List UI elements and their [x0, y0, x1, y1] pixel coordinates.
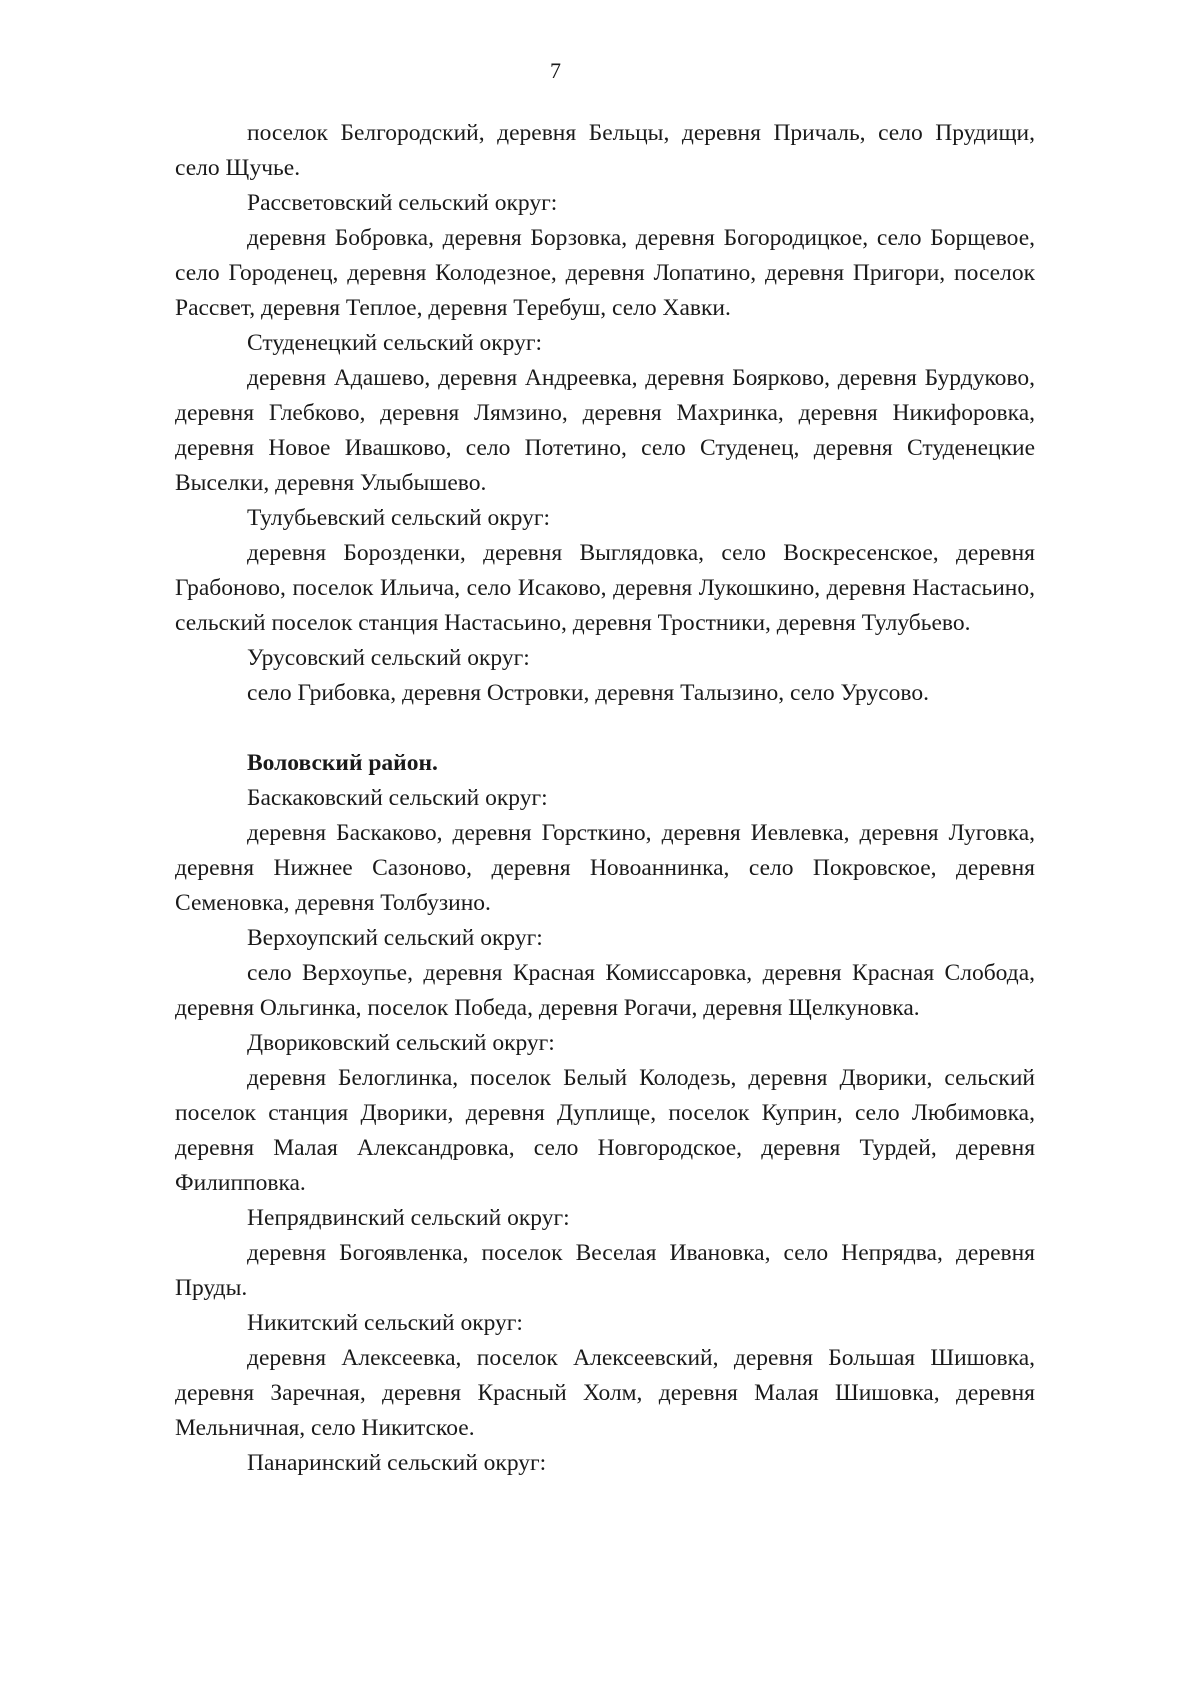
rural-district-heading: Никитский сельский округ: [247, 1310, 523, 1336]
rural-district-heading: Тулубьевский сельский округ: [247, 505, 550, 531]
rural-district-heading: Непрядвинский сельский округ: [247, 1205, 570, 1231]
rural-district-heading: Баскаковский сельский округ: [247, 785, 548, 811]
rural-district-heading: Верхоупский сельский округ: [247, 925, 543, 951]
settlement-list: деревня Белоглинка, поселок Белый Колодезь, деревня Дворики, сельский поселок станция Дворики, деревня Дуплище, поселок Куприн, село Любимовка, деревня Малая Александровка, село Новгородское, деревня Турдей, деревня Филипповка. [175, 1065, 1035, 1196]
settlement-list: поселок Белгородский, деревня Бельцы, деревня Причаль, село Прудищи, село Щучье. [175, 120, 1035, 181]
settlement-list: село Верхоупье, деревня Красная Комиссаровка, деревня Красная Слобода, деревня Ольгинка, поселок Победа, деревня Рогачи, деревня Щелкуновка. [175, 960, 1035, 1021]
rural-district-heading: Студенецкий сельский округ: [247, 330, 543, 356]
settlement-list: деревня Богоявленка, поселок Веселая Ивановка, село Непрядва, деревня Пруды. [175, 1240, 1035, 1301]
document-body [175, 116, 1035, 1481]
page-number: 7 [550, 58, 561, 83]
settlement-list: село Грибовка, деревня Островки, деревня Талызино, село Урусово. [247, 680, 929, 706]
settlement-list: деревня Баскаково, деревня Горсткино, деревня Иевлевка, деревня Луговка, деревня Нижнее Сазоново, деревня Новоаннинка, село Покровское, деревня Семеновка, деревня Толбузино. [175, 820, 1035, 916]
district-title: Воловский район. [247, 750, 438, 776]
settlement-list: деревня Бобровка, деревня Борзовка, деревня Богородицкое, село Борщевое, село Городенец, деревня Колодезное, деревня Лопатино, деревня Пригори, поселок Рассвет, деревня Теплое, деревня Теребуш, село Хавки. [175, 225, 1035, 321]
rural-district-heading: Двориковский сельский округ: [247, 1030, 555, 1056]
rural-district-heading: Урусовский сельский округ: [247, 645, 530, 671]
rural-district-heading: Панаринский сельский округ: [247, 1450, 547, 1476]
settlement-list: деревня Борозденки, деревня Выглядовка, село Воскресенское, деревня Грабоново, поселок Ильича, село Исаково, деревня Лукошкино, деревня Настасьино, сельский поселок станция Настасьино, деревня Тростники, деревня Тулубьево. [175, 540, 1035, 636]
rural-district-heading: Рассветовский сельский округ: [247, 190, 558, 216]
settlement-list: деревня Алексеевка, поселок Алексеевский, деревня Большая Шишовка, деревня Заречная, деревня Красный Холм, деревня Малая Шишовка, деревня Мельничная, село Никитское. [175, 1345, 1035, 1441]
settlement-list: деревня Адашево, деревня Андреевка, деревня Боярково, деревня Бурдуково, деревня Глебково, деревня Лямзино, деревня Махринка, деревня Никифоровка, деревня Новое Ивашково, село Потетино, село Студенец, деревня Студенецкие Выселки, деревня Улыбышево. [175, 365, 1035, 496]
